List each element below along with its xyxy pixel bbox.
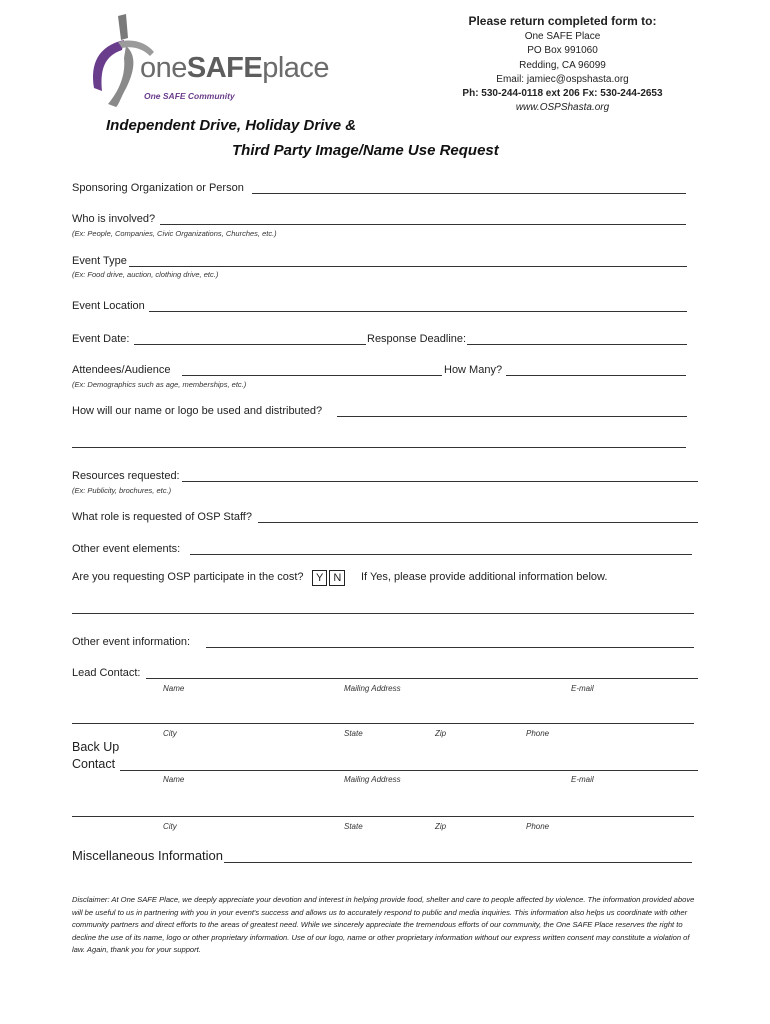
return-po-box: PO Box 991060 — [527, 45, 598, 57]
attendees-label: Attendees/Audience — [72, 364, 171, 376]
event-type-field[interactable] — [129, 266, 687, 267]
other-info-field[interactable] — [206, 647, 694, 648]
return-city: Redding, CA 96099 — [519, 59, 606, 71]
backup-contact-label-line2: Contact — [72, 757, 116, 771]
name-logo-use-field[interactable] — [337, 416, 687, 417]
event-date-label: Event Date: — [72, 333, 130, 345]
lead-mailing-sublabel: Mailing Address — [344, 684, 401, 693]
misc-info-field[interactable] — [224, 862, 692, 863]
event-location-label: Event Location — [72, 300, 145, 312]
backup-mailing-sublabel: Mailing Address — [344, 775, 401, 784]
event-type-hint: (Ex: Food drive, auction, clothing drive, etc.) — [72, 270, 219, 279]
disclaimer-text: At One SAFE Place, we deeply appreciate your devotion and interest in helping provide food, shelter and care to people affected by violence. The information provided above will be useful to us in partnering with you in your event's success and allows us to accurately respond to public and media inquiries. This information also helps us coordinate with other community partners and direct efforts to the areas of greatest need. While we sincerely appreciate the tremendous efforts of our community, the One SAFE Place reserves the right to decline the use of its name, logo or other proprietary information. Use of our logo, name or other proprietary information without our express written consent may constitute a violation of law. Again, thank you for your support. — [72, 895, 695, 955]
sponsor-field[interactable] — [252, 193, 686, 194]
response-deadline-field[interactable] — [467, 344, 687, 345]
return-address-block — [440, 12, 685, 116]
other-info-label: Other event information: — [72, 636, 191, 648]
name-logo-use-field-line2[interactable] — [72, 447, 686, 448]
cost-yes-checkbox[interactable]: Y — [312, 570, 327, 586]
return-phone: Ph: 530-244-0118 ext 206 Fx: 530-244-2653 — [462, 88, 663, 100]
backup-zip-sublabel: Zip — [435, 822, 447, 831]
return-org: One SAFE Place — [524, 31, 601, 42]
cost-question-label: Are you requesting OSP participate in the cost? — [72, 571, 304, 583]
logo-word-place: place — [262, 52, 330, 84]
resources-field[interactable] — [182, 481, 698, 482]
logo-wordmark — [140, 52, 329, 85]
disclaimer-label: Disclaimer: — [72, 895, 110, 904]
attendees-hint: (Ex: Demographics such as age, memberships, etc.) — [72, 380, 247, 389]
lead-contact-field-line2[interactable] — [72, 723, 694, 724]
logo-word-one: one — [140, 52, 187, 84]
form-title-line1: Independent Drive, Holiday Drive & — [106, 117, 357, 134]
lead-contact-label: Lead Contact: — [72, 667, 141, 679]
sponsor-label: Sponsoring Organization or Person — [72, 182, 244, 194]
logo-word-safe: SAFE — [186, 52, 263, 84]
lead-state-sublabel: State — [344, 729, 363, 738]
name-logo-use-label: How will our name or logo be used and distributed? — [72, 405, 323, 417]
return-heading: Please return completed form to: — [468, 14, 657, 28]
return-website: www.OSPShasta.org — [515, 102, 610, 114]
backup-name-sublabel: Name — [163, 775, 185, 784]
form-title-line2: Third Party Image/Name Use Request — [232, 142, 499, 159]
backup-email-sublabel: E-mail — [571, 775, 594, 784]
lead-phone-sublabel: Phone — [526, 729, 550, 738]
backup-phone-sublabel: Phone — [526, 822, 550, 831]
return-email: Email: jamiec@ospshasta.org — [496, 73, 629, 85]
resources-hint: (Ex: Publicity, brochures, etc.) — [72, 486, 172, 495]
resources-label: Resources requested: — [72, 470, 180, 482]
staff-role-field[interactable] — [258, 522, 698, 523]
other-elements-field[interactable] — [190, 554, 692, 555]
other-elements-label: Other event elements: — [72, 543, 181, 555]
response-deadline-label: Response Deadline: — [367, 333, 467, 345]
lead-email-sublabel: E-mail — [571, 684, 594, 693]
how-many-field[interactable] — [506, 375, 686, 376]
backup-state-sublabel: State — [344, 822, 363, 831]
who-label: Who is involved? — [72, 213, 156, 225]
lead-name-sublabel: Name — [163, 684, 185, 693]
backup-contact-field-line2[interactable] — [72, 816, 694, 817]
event-type-label: Event Type — [72, 255, 127, 267]
cost-yes-no — [312, 568, 345, 586]
event-date-field[interactable] — [134, 344, 366, 345]
cost-no-checkbox[interactable]: N — [329, 570, 345, 586]
lead-zip-sublabel: Zip — [435, 729, 447, 738]
attendees-field[interactable] — [182, 375, 442, 376]
cost-note: If Yes, please provide additional information below. — [361, 571, 608, 583]
lead-city-sublabel: City — [163, 729, 177, 738]
misc-info-label: Miscellaneous Information — [72, 848, 224, 863]
event-location-field[interactable] — [149, 311, 687, 312]
disclaimer — [72, 894, 702, 957]
staff-role-label: What role is requested of OSP Staff? — [72, 511, 252, 523]
who-field[interactable] — [160, 224, 686, 225]
backup-city-sublabel: City — [163, 822, 177, 831]
how-many-label: How Many? — [444, 364, 503, 376]
backup-contact-field[interactable] — [120, 770, 698, 771]
lead-contact-field[interactable] — [146, 678, 698, 679]
cost-info-field[interactable] — [72, 613, 694, 614]
backup-contact-label-line1: Back Up — [72, 740, 120, 754]
logo-tagline: One SAFE Community — [144, 91, 235, 101]
who-hint: (Ex: People, Companies, Civic Organizations, Churches, etc.) — [72, 229, 277, 238]
